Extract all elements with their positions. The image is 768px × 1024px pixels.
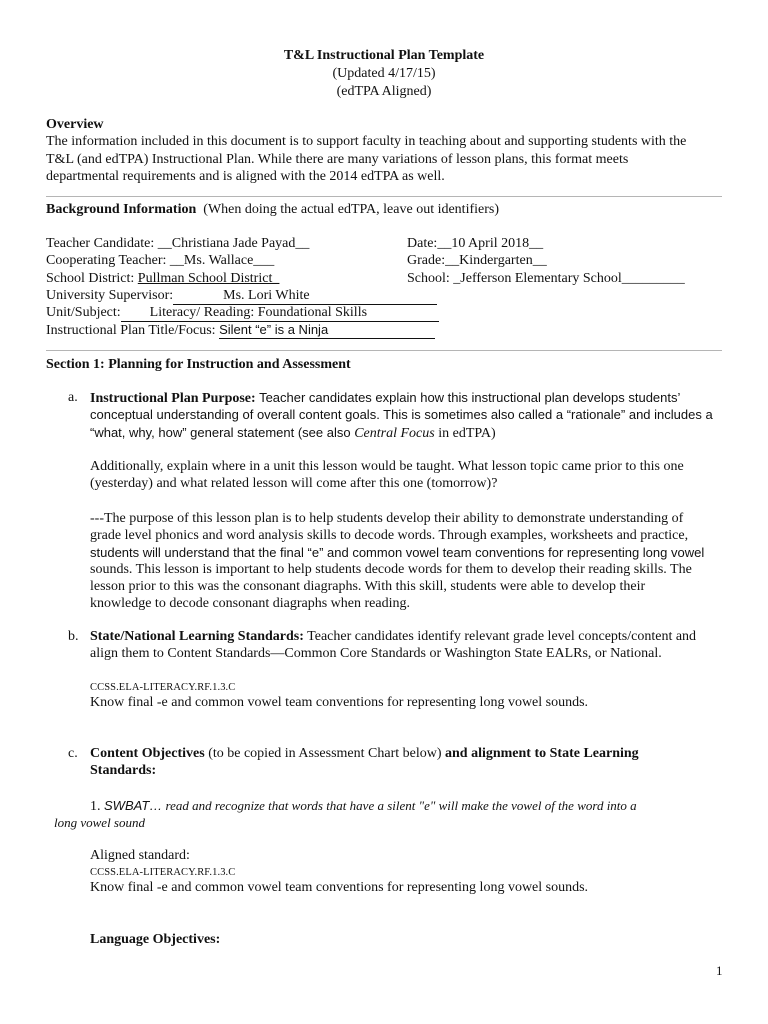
purpose-line-4: sounds. This lesson is important to help students decode words for them to develop their reading skills. The	[90, 562, 692, 577]
item-a-line-3	[90, 424, 496, 442]
aligned-standard-code: CCSS.ELA-LITERACY.RF.1.3.C	[90, 867, 236, 878]
overview-line-1: The information included in this document is to support faculty in teaching about and supporting students with the	[46, 134, 687, 149]
grade-level: Grade:__Kindergarten__	[407, 253, 547, 268]
purpose-line-1: ---The purpose of this lesson plan is to help students develop their ability to demonstrate understanding of	[90, 511, 684, 526]
item-c-marker: c.	[68, 746, 78, 761]
overview-heading: Overview	[46, 117, 104, 132]
plan-title-label: Instructional Plan Title/Focus:	[46, 323, 220, 338]
item-b-line-2: align them to Content Standards—Common Core Standards or Washington State EALRs, or National.	[90, 646, 662, 661]
school-name: School: _Jefferson Elementary School_________	[407, 271, 685, 286]
objective-swbat: SWBAT…	[104, 798, 163, 813]
item-b-marker: b.	[68, 629, 79, 644]
item-b-line-1	[90, 628, 696, 645]
page-number: 1	[716, 963, 723, 978]
item-a-marker: a.	[68, 390, 78, 405]
divider	[46, 350, 722, 351]
purpose-line-6: knowledge to decode consonant diagraphs when reading.	[90, 596, 410, 611]
purpose-line-5: lesson prior to this was the consonant diagraphs. With this skill, students were able to develop their	[90, 579, 646, 594]
document-title: T&L Instructional Plan Template	[283, 48, 485, 63]
item-a-text: Teacher candidates explain how this instructional plan develops students’	[255, 390, 681, 405]
background-note: (When doing the actual edTPA, leave out identifiers)	[203, 202, 500, 217]
objective-text: read and recognize that words that have a silent "e" will make the vowel of the word into a	[162, 798, 637, 813]
standard-text: Know final -e and common vowel team conventions for representing long vowel sounds.	[90, 695, 589, 710]
purpose-line-3: students will understand that the final “e” and common vowel team conventions for representing long vowel	[90, 545, 705, 560]
item-c-mid: (to be copied in Assessment Chart below)	[204, 746, 445, 761]
aligned-standard-label: Aligned standard:	[90, 848, 190, 863]
objective-number: 1.	[90, 799, 104, 814]
item-a-line-3-start: “what, why, how” general statement (see also	[90, 425, 355, 440]
item-c-title: Content Objectives	[90, 746, 205, 761]
item-b-title: State/National Learning Standards:	[90, 629, 304, 644]
lesson-date: Date:__10 April 2018__	[407, 236, 544, 251]
university-supervisor-label: University Supervisor:	[46, 288, 174, 303]
additional-line-2: (yesterday) and what related lesson will come after this one (tomorrow)?	[90, 476, 498, 491]
school-district-value: Pullman School District_	[137, 271, 280, 286]
item-c-line-1	[90, 745, 639, 762]
university-supervisor-value: Ms. Lori White	[173, 287, 437, 305]
teacher-candidate: Teacher Candidate: __Christiana Jade Payad__	[46, 236, 310, 251]
central-focus-term: Central Focus	[354, 426, 435, 441]
plan-title-value: Silent “e” is a Ninja	[219, 321, 435, 339]
overview-line-3: departmental requirements and is aligned with the 2014 edTPA as well.	[46, 169, 445, 184]
item-a-line-2: conceptual understanding of overall content goals. This is sometimes also called a “rationale” and includes a	[90, 407, 713, 422]
background-heading: Background Information	[46, 202, 197, 217]
unit-subject-value: Literacy/ Reading: Foundational Skills	[121, 304, 439, 322]
content-objective-line-1	[90, 797, 637, 815]
unit-subject-row	[46, 304, 439, 322]
language-objectives-heading: Language Objectives:	[90, 932, 221, 947]
item-c-title-end: and alignment to State Learning	[445, 746, 639, 761]
content-objective-line-2: long vowel sound	[54, 815, 145, 830]
section1-heading: Section 1: Planning for Instruction and Assessment	[46, 357, 351, 372]
item-a-title: Instructional Plan Purpose:	[90, 391, 256, 406]
additional-line-1: Additionally, explain where in a unit this lesson would be taught. What lesson topic came prior to this one	[90, 459, 684, 474]
divider	[46, 196, 722, 197]
purpose-line-2: grade level phonics and word analysis skills to decode words. Through examples, worksheets and practice,	[90, 528, 689, 543]
school-district-label: School District:	[46, 271, 138, 286]
item-b-text: Teacher candidates identify relevant grade level concepts/content and	[303, 629, 697, 644]
cooperating-teacher: Cooperating Teacher: __Ms. Wallace___	[46, 253, 275, 268]
unit-subject-label: Unit/Subject:	[46, 305, 121, 320]
plan-title-row	[46, 321, 435, 339]
item-c-line-2: Standards:	[90, 763, 157, 778]
university-supervisor-row	[46, 287, 437, 305]
document-updated: (Updated 4/17/15)	[332, 66, 436, 81]
document-aligned: (edTPA Aligned)	[336, 84, 432, 99]
aligned-standard-text: Know final -e and common vowel team conventions for representing long vowel sounds.	[90, 880, 589, 895]
overview-line-2: T&L (and edTPA) Instructional Plan. While there are many variations of lesson plans, this format meets	[46, 152, 629, 167]
standard-code: CCSS.ELA-LITERACY.RF.1.3.C	[90, 682, 236, 693]
background-heading-row	[46, 201, 499, 218]
item-a-line-1	[90, 389, 680, 407]
school-district-row	[46, 270, 279, 287]
item-a-line-3-end: in edTPA)	[434, 426, 496, 441]
